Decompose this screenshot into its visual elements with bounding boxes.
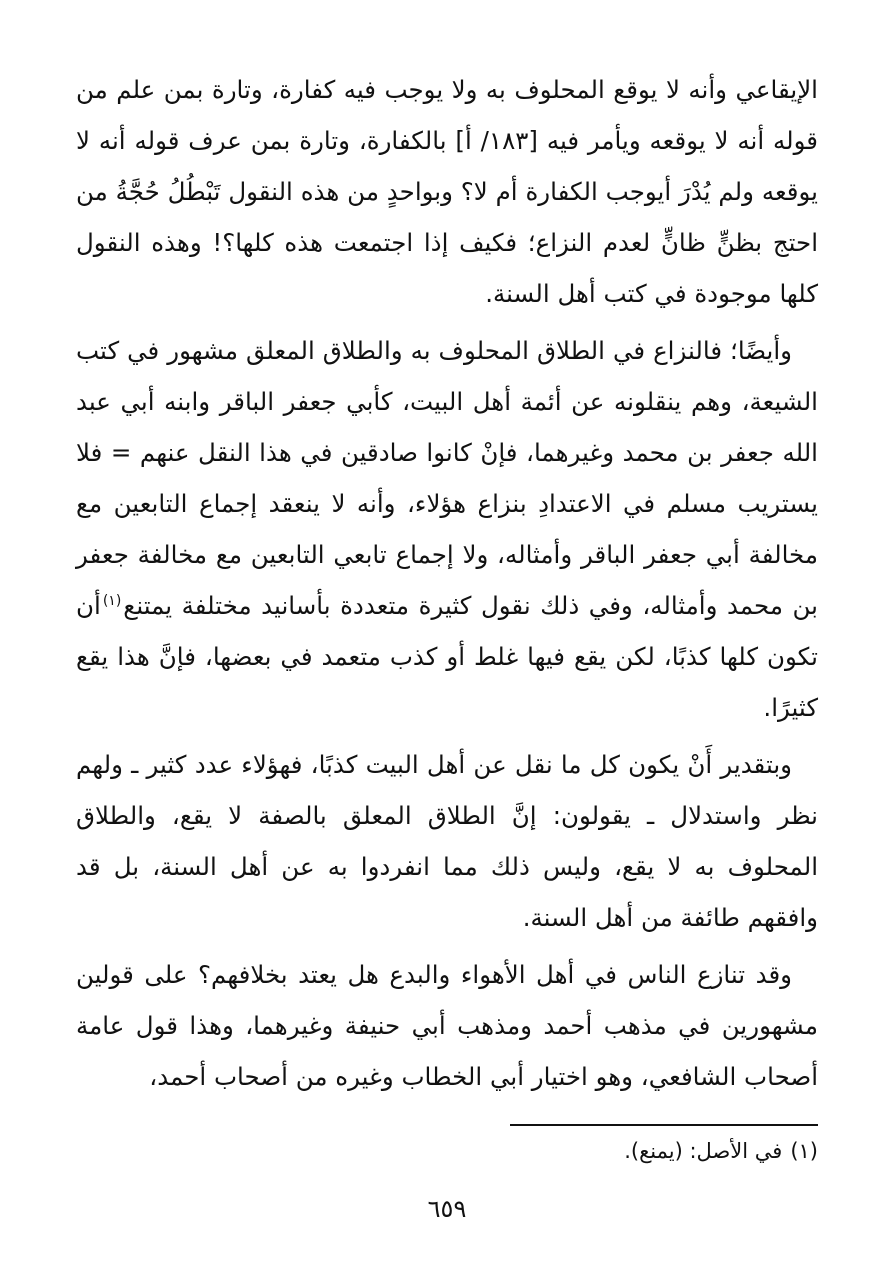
paragraph-3 (76, 739, 818, 943)
footnote-reference[interactable]: (١) (102, 593, 122, 609)
paragraph-3-text: وبتقدير أَنْ يكون كل ما نقل عن أهل البيت كذبًا، فهؤلاء عدد كثير ـ ولهم نظر واستدلال ـ يقولون: إنَّ الطلاق المعلق بالصفة لا يقع، والطلاق المحلوف به لا يقع، وليس ذلك مما انفردوا به عن أهل السنة، بل قد وافقهم طائفة من أهل السنة. (76, 750, 818, 932)
page-number: ٦٥٩ (427, 1195, 467, 1223)
paragraph-4-text: وقد تنازع الناس في أهل الأهواء والبدع هل يعتد بخلافهم؟ على قولين مشهورين في مذهب أحمد ومذهب أبي حنيفة وغيرهما، وهذا قول عامة أصحاب الشافعي، وهو اختيار أبي الخطاب وغيره من أصحاب أحمد، (76, 960, 818, 1091)
document-page (76, 64, 818, 1244)
paragraph-1-text: الإيقاعي وأنه لا يوقع المحلوف به ولا يوجب فيه كفارة، وتارة بمن علم من قوله أنه لا يوقعه ويأمر فيه [١٨٣/ أ] بالكفارة، وتارة بمن عرف قوله أنه لا يوقعه ولم يُدْرَ أيوجب الكفارة أم لا؟ وبواحدٍ من هذه النقول تَبْطُلُ حُجَّةُ من احتج بظنٍّ ظانٍّ لعدم النزاع؛ فكيف إذا اجتمعت هذه كلها؟! وهذه النقول كلها موجودة في كتب أهل السنة. (76, 75, 818, 308)
paragraph-4 (76, 949, 818, 1102)
paragraph-2-text-continued: أن تكون كلها كذبًا، لكن يقع فيها غلط أو كذب متعمد في بعضها، فإنَّ هذا يقع كثيرًا. (76, 591, 818, 722)
paragraph-2-text: وأيضًا؛ فالنزاع في الطلاق المحلوف به والطلاق المعلق مشهور في كتب الشيعة، وهم ينقلونه عن أئمة أهل البيت، كأبي جعفر الباقر وابنه أبي عبد الله جعفر بن محمد وغيرهما، فإنْ كانوا صادقين في هذا النقل عنهم = فلا يستريب مسلم في الاعتدادِ بنزاع هؤلاء، وأنه لا ينعقد إجماع التابعين مع مخالفة أبي جعفر الباقر وأمثاله، ولا إجماع تابعي التابعين مع مخالفة جعفر بن محمد وأمثاله، وفي ذلك نقول كثيرة متعددة بأسانيد مختلفة يمتنع (76, 336, 818, 620)
paragraph-2 (76, 325, 818, 733)
footnote-text: في الأصل: (يمنع). (624, 1139, 783, 1163)
footnote (76, 1134, 818, 1168)
footnote-number: (١) (790, 1139, 818, 1163)
footnote-divider (510, 1124, 818, 1126)
paragraph-1 (76, 64, 818, 319)
